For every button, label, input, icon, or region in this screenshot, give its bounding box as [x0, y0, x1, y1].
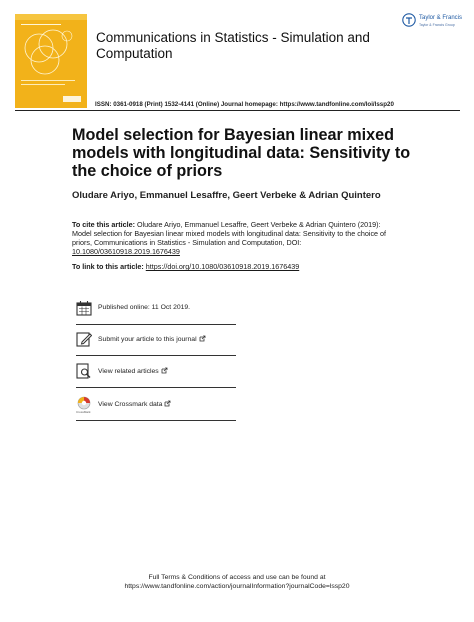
- terms-footer-link[interactable]: https://www.tandfonline.com/action/journalInformation?journalCode=lssp20: [124, 583, 350, 590]
- terms-footer: [100, 573, 374, 591]
- row-divider: [76, 387, 236, 388]
- cover-title-line: [21, 80, 75, 81]
- article-doi-link[interactable]: https://doi.org/10.1080/03610918.2019.1676439: [145, 262, 300, 271]
- citation-block: [72, 220, 402, 256]
- published-online-row: [76, 300, 236, 326]
- crossmark-row[interactable]: [76, 396, 236, 422]
- related-articles-row[interactable]: [76, 363, 236, 389]
- published-online-date: Published online: 11 Oct 2019.: [98, 304, 191, 311]
- citation-text: Oludare Ariyo, Emmanuel Lesaffre, Geert Verbeke & Adrian Quintero (2019): Model selection for Bayesian linear mixed models with longitudinal data: Sensitivity to the choice of priors, Communications in Statistics - Simulation and Computation, DOI:: [72, 220, 387, 247]
- document-search-icon: [76, 363, 92, 379]
- article-link-line: [72, 262, 299, 271]
- row-divider: [76, 324, 236, 325]
- calendar-icon: [76, 300, 92, 316]
- submit-article-row[interactable]: [76, 331, 236, 357]
- submit-article-link[interactable]: [98, 335, 206, 343]
- crossmark-icon-label: CrossMark: [76, 410, 91, 414]
- related-articles-link[interactable]: [98, 367, 168, 375]
- submit-article-label: Submit your article to this journal: [98, 336, 197, 343]
- row-divider: [76, 355, 236, 356]
- issn-homepage-line: ISSN: 0361-0918 (Print) 1532-4141 (Online) Journal homepage: https://www.tandfonline.com/loi/lssp20: [95, 101, 394, 108]
- external-link-icon: [164, 400, 171, 407]
- cover-publisher-mark: [63, 96, 81, 102]
- publisher-subtitle: Taylor & Francis Group: [419, 23, 455, 27]
- external-link-icon: [161, 367, 168, 374]
- citation-doi-link[interactable]: 10.1080/03610918.2019.1676439: [72, 247, 180, 256]
- terms-footer-line1: Full Terms & Conditions of access and use can be found at: [148, 574, 326, 581]
- header-divider: [15, 110, 460, 111]
- journal-title: Communications in Statistics - Simulation and Computation: [96, 30, 370, 61]
- cover-title-line: [21, 84, 65, 85]
- citation-label: To cite this article:: [72, 220, 135, 229]
- publisher-logo: [402, 13, 464, 35]
- publisher-name: Taylor & Francis: [419, 15, 463, 21]
- edit-pencil-icon: [76, 331, 92, 347]
- link-label: To link to this article:: [72, 262, 144, 271]
- crossmark-link[interactable]: [98, 400, 171, 408]
- cover-circles-graphic: [15, 14, 87, 108]
- taylor-francis-logo-icon: [402, 13, 416, 27]
- related-articles-label: View related articles: [98, 368, 159, 375]
- article-title: Model selection for Bayesian linear mixed models with longitudinal data: Sensitivity to the choice of priors: [72, 126, 411, 180]
- journal-cover-image: [15, 14, 87, 108]
- article-authors: Oludare Ariyo, Emmanuel Lesaffre, Geert Verbeke & Adrian Quintero: [72, 190, 381, 201]
- external-link-icon: [199, 335, 206, 342]
- row-divider: [76, 420, 236, 421]
- crossmark-label: View Crossmark data: [98, 401, 163, 408]
